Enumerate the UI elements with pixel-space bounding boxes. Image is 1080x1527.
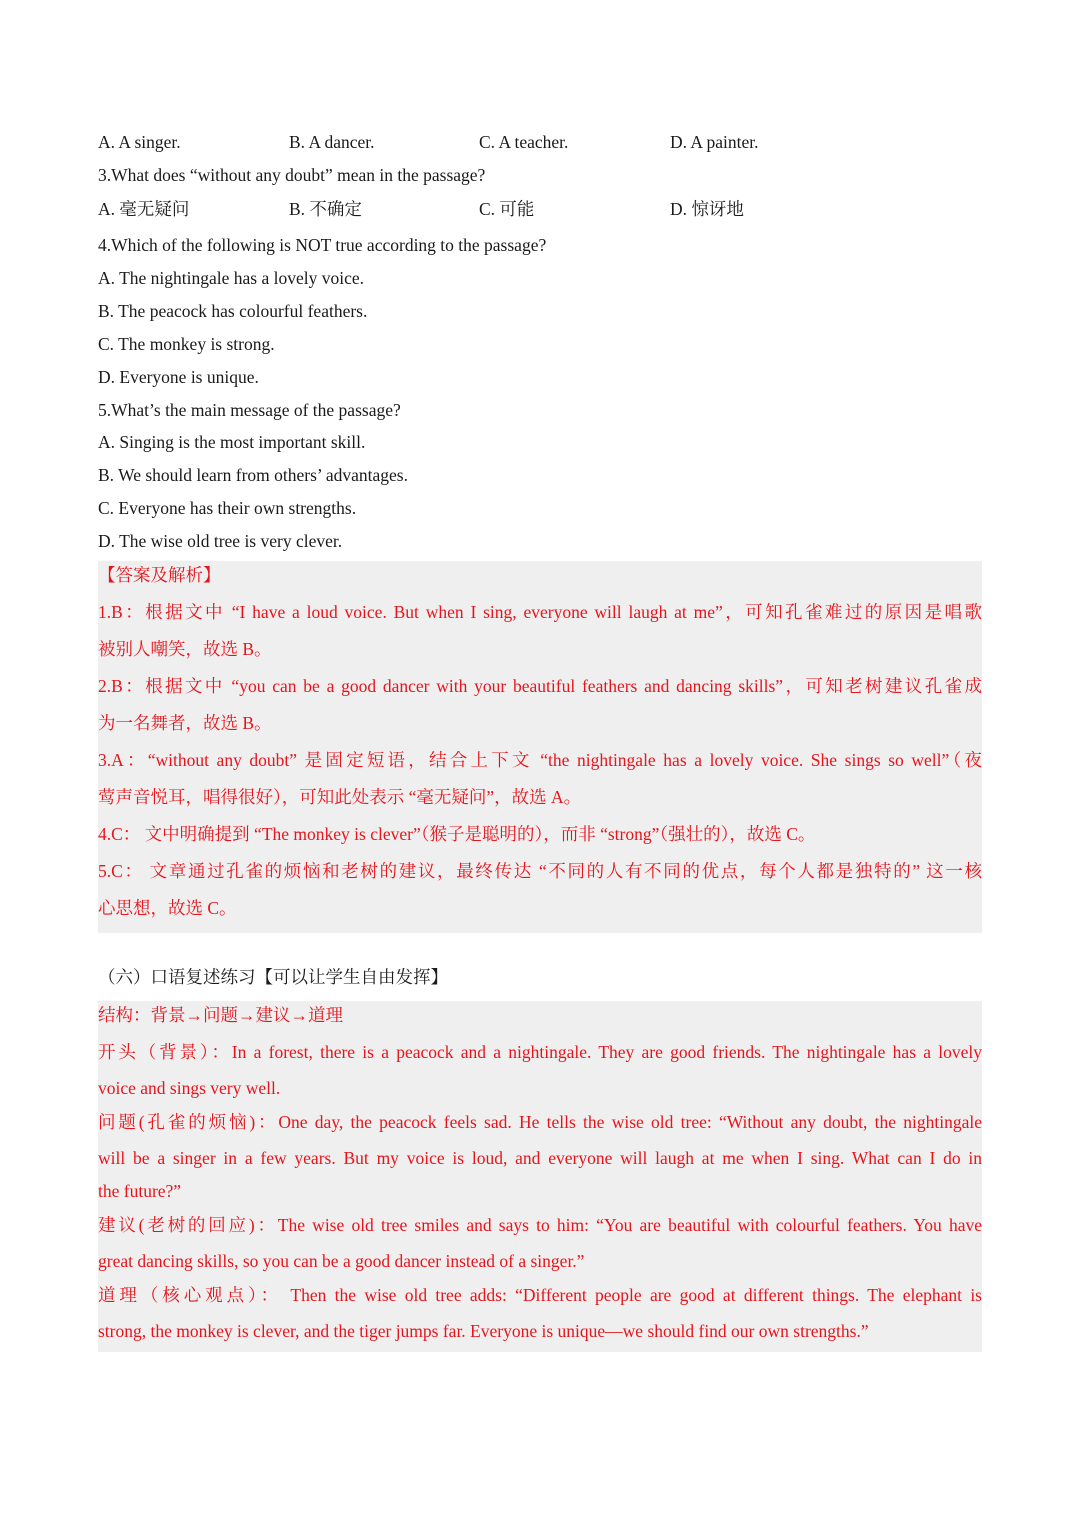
- answer-line: 5.C： 文章通过孔雀的烦恼和老树的建议，最终传达 “不同的人有不同的优点，每个人都是独特的” 这一核: [98, 861, 982, 881]
- q4-option-b: B. The peacock has colourful feathers.: [98, 301, 368, 321]
- retelling-line: will be a singer in a few years. But my voice is loud, and everyone will laugh at me when I sing. What can I do in: [98, 1148, 982, 1168]
- q2-option-c: C. A teacher.: [479, 132, 569, 152]
- q3-option-c: C. 可能: [479, 199, 535, 219]
- q5-stem: 5.What’s the main message of the passage?: [98, 400, 401, 420]
- q5-option-a: A. Singing is the most important skill.: [98, 432, 366, 452]
- q2-option-d: D. A painter.: [670, 132, 759, 152]
- q4-option-d: D. Everyone is unique.: [98, 367, 259, 387]
- q4-option-a: A. The nightingale has a lovely voice.: [98, 268, 364, 288]
- answer-line: 被别人嘲笑，故选 B。: [98, 639, 272, 659]
- retelling-line: 问题(孔雀的烦恼)：One day, the peacock feels sad. He tells the wise old tree: “Without any doubt, the nightingale: [98, 1112, 982, 1132]
- q3-option-a: A. 毫无疑问: [98, 199, 190, 219]
- q2-option-a: A. A singer.: [98, 132, 181, 152]
- q3-option-b: B. 不确定: [289, 199, 362, 219]
- answer-line: 莺声音悦耳，唱得很好），可知此处表示 “毫无疑问”，故选 A。: [98, 787, 582, 807]
- retelling-line: 开头（背景）：In a forest, there is a peacock and a nightingale. They are good friends. The nightingale has a lovely: [98, 1042, 982, 1062]
- retelling-line: voice and sings very well.: [98, 1078, 281, 1098]
- retelling-line: 建议(老树的回应)：The wise old tree smiles and says to him: “You are beautiful with colourful feathers. You have: [98, 1215, 982, 1235]
- retelling-line: strong, the monkey is clever, and the tiger jumps far. Everyone is unique—we should find our own strengths.”: [98, 1321, 869, 1341]
- section6-heading-prefix: （六）口语复述练习: [98, 967, 256, 987]
- retelling-line: the future?”: [98, 1181, 182, 1201]
- q4-stem: 4.Which of the following is NOT true according to the passage?: [98, 235, 547, 255]
- retelling-line: great dancing skills, so you can be a good dancer instead of a singer.”: [98, 1251, 585, 1271]
- section6-heading: [98, 965, 448, 989]
- q2-option-b: B. A dancer.: [289, 132, 375, 152]
- q5-option-d: D. The wise old tree is very clever.: [98, 531, 343, 551]
- q5-option-b: B. We should learn from others’ advantages.: [98, 465, 408, 485]
- answers-heading: 【答案及解析】: [98, 565, 221, 585]
- q3-option-d: D. 惊讶地: [670, 199, 744, 219]
- section6-heading-note: 【可以让学生自由发挥】: [255, 967, 448, 987]
- q4-option-c: C. The monkey is strong.: [98, 334, 275, 354]
- q5-option-c: C. Everyone has their own strengths.: [98, 498, 357, 518]
- answer-line: 为一名舞者，故选 B。: [98, 713, 272, 733]
- answer-line: 4.C： 文中明确提到 “The monkey is clever”（猴子是聪明的），而非 “strong”（强壮的），故选 C。: [98, 824, 816, 844]
- answer-line: 1.B：根据文中 “I have a loud voice. But when I sing, everyone will laugh at me”，可知孔雀难过的原因是唱歌: [98, 602, 982, 622]
- retelling-line: 道理（核心观点）： Then the wise old tree adds: “Different people are good at different things. The elephant is: [98, 1285, 982, 1305]
- answer-line: 2.B：根据文中 “you can be a good dancer with your beautiful feathers and dancing skills”，可知老树建议孔雀成: [98, 676, 982, 696]
- answer-line: 心思想，故选 C。: [98, 898, 237, 918]
- answer-line: 3.A：“without any doubt” 是固定短语，结合上下文 “the nightingale has a lovely voice. She sings so well”（夜: [98, 750, 982, 770]
- q3-stem: 3.What does “without any doubt” mean in the passage?: [98, 165, 486, 185]
- structure-line: 结构：背景→问题→建议→道理: [98, 1005, 343, 1025]
